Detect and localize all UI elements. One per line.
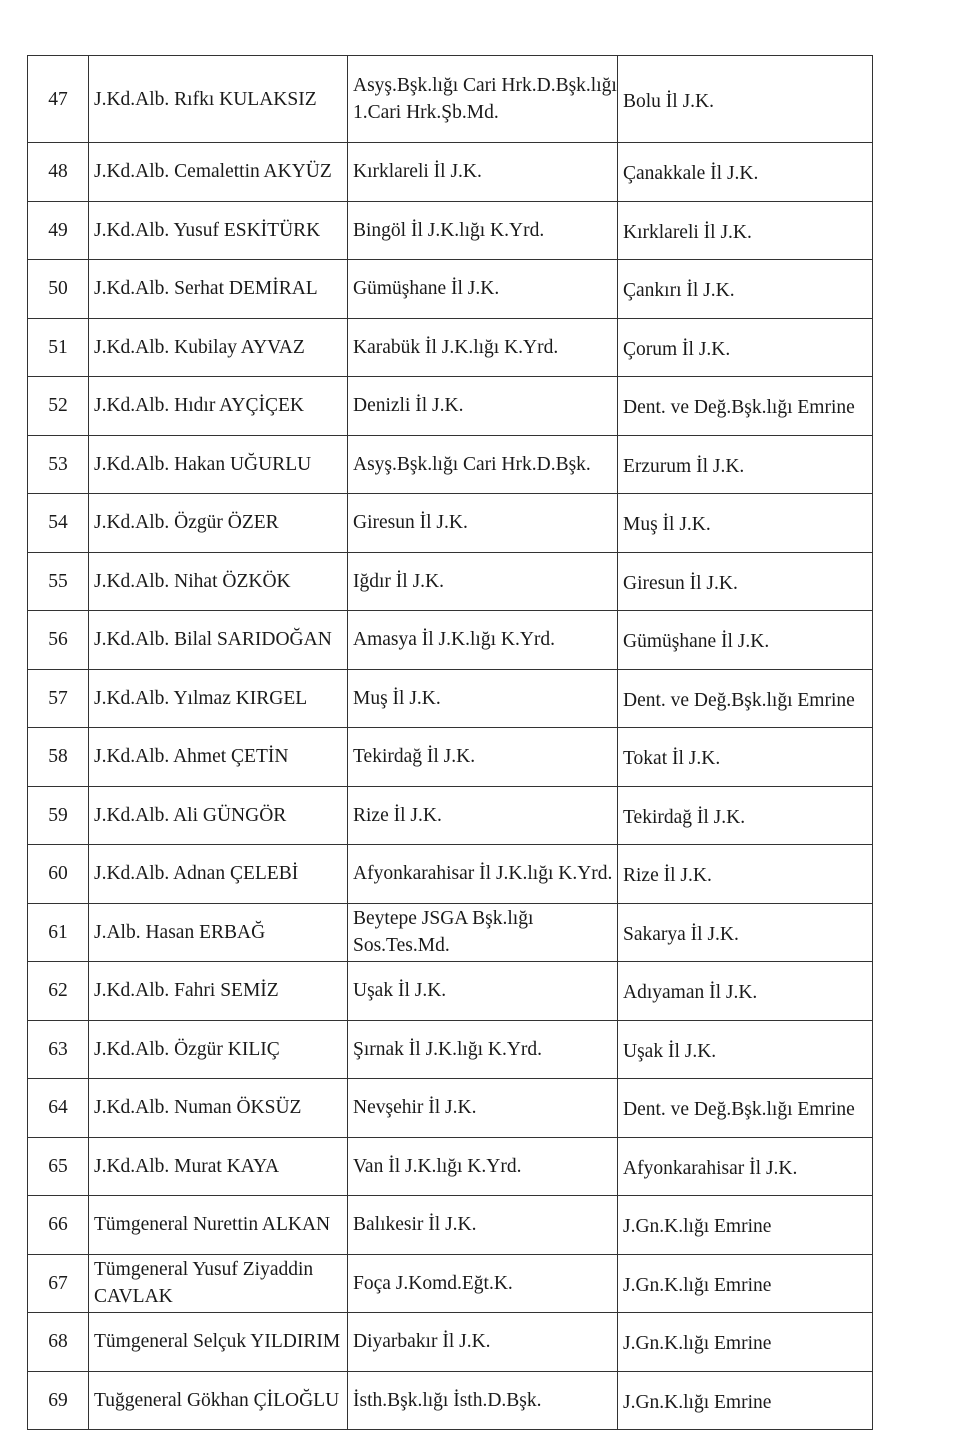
row-number: 58 [28,728,89,787]
current-post: Rize İl J.K. [348,786,618,845]
table-row [28,1254,873,1313]
row-number: 49 [28,201,89,260]
table-row [28,318,873,377]
current-post: Giresun İl J.K. [348,494,618,553]
new-post: Gümüşhane İl J.K. [618,611,873,670]
assignment-table [27,55,873,1430]
new-post: Tekirdağ İl J.K. [618,786,873,845]
new-post: Çankırı İl J.K. [618,260,873,319]
officer-name: J.Kd.Alb. Hıdır AYÇİÇEK [89,377,348,436]
table-row [28,1196,873,1255]
table-row [28,1371,873,1430]
current-post: Denizli İl J.K. [348,377,618,436]
table-row [28,669,873,728]
officer-name: J.Alb. Hasan ERBAĞ [89,903,348,962]
row-number: 59 [28,786,89,845]
row-number: 50 [28,260,89,319]
officer-name: J.Kd.Alb. Numan ÖKSÜZ [89,1079,348,1138]
row-number: 51 [28,318,89,377]
current-post: Şırnak İl J.K.lığı K.Yrd. [348,1020,618,1079]
table-row [28,552,873,611]
table-row [28,56,873,143]
table-row [28,845,873,904]
table-row [28,962,873,1021]
new-post: Tokat İl J.K. [618,728,873,787]
new-post: Erzurum İl J.K. [618,435,873,494]
table-row [28,903,873,962]
current-post: Karabük İl J.K.lığı K.Yrd. [348,318,618,377]
current-post: Asyş.Bşk.lığı Cari Hrk.D.Bşk.lığı 1.Cari Hrk.Şb.Md. [348,56,618,143]
row-number: 64 [28,1079,89,1138]
row-number: 57 [28,669,89,728]
current-post: Afyonkarahisar İl J.K.lığı K.Yrd. [348,845,618,904]
row-number: 48 [28,143,89,202]
row-number: 63 [28,1020,89,1079]
row-number: 52 [28,377,89,436]
current-post: Diyarbakır İl J.K. [348,1313,618,1372]
officer-name: J.Kd.Alb. Kubilay AYVAZ [89,318,348,377]
table-row [28,260,873,319]
current-post: Tekirdağ İl J.K. [348,728,618,787]
current-post: İsth.Bşk.lığı İsth.D.Bşk. [348,1371,618,1430]
new-post: J.Gn.K.lığı Emrine [618,1254,873,1313]
current-post: Uşak İl J.K. [348,962,618,1021]
new-post: Adıyaman İl J.K. [618,962,873,1021]
officer-name: J.Kd.Alb. Yılmaz KIRGEL [89,669,348,728]
new-post: J.Gn.K.lığı Emrine [618,1371,873,1430]
current-post: Muş İl J.K. [348,669,618,728]
new-post: J.Gn.K.lığı Emrine [618,1313,873,1372]
row-number: 54 [28,494,89,553]
new-post: Dent. ve Değ.Bşk.lığı Emrine [618,1079,873,1138]
new-post: Çorum İl J.K. [618,318,873,377]
row-number: 53 [28,435,89,494]
officer-name: Tümgeneral Nurettin ALKAN [89,1196,348,1255]
officer-name: J.Kd.Alb. Ali GÜNGÖR [89,786,348,845]
document-page [27,55,873,1430]
new-post: J.Gn.K.lığı Emrine [618,1196,873,1255]
current-post: Foça J.Komd.Eğt.K. [348,1254,618,1313]
new-post: Çanakkale İl J.K. [618,143,873,202]
assignment-table-body [28,56,873,1430]
new-post: Giresun İl J.K. [618,552,873,611]
current-post: Amasya İl J.K.lığı K.Yrd. [348,611,618,670]
current-post: Bingöl İl J.K.lığı K.Yrd. [348,201,618,260]
new-post: Afyonkarahisar İl J.K. [618,1137,873,1196]
table-row [28,611,873,670]
current-post: Kırklareli İl J.K. [348,143,618,202]
officer-name: Tümgeneral Yusuf Ziyaddin CAVLAK [89,1254,348,1313]
officer-name: J.Kd.Alb. Nihat ÖZKÖK [89,552,348,611]
table-row [28,435,873,494]
row-number: 69 [28,1371,89,1430]
new-post: Muş İl J.K. [618,494,873,553]
row-number: 68 [28,1313,89,1372]
current-post: Balıkesir İl J.K. [348,1196,618,1255]
officer-name: J.Kd.Alb. Adnan ÇELEBİ [89,845,348,904]
officer-name: Tümgeneral Selçuk YILDIRIM [89,1313,348,1372]
row-number: 67 [28,1254,89,1313]
new-post: Sakarya İl J.K. [618,903,873,962]
current-post: Nevşehir İl J.K. [348,1079,618,1138]
officer-name: Tuğgeneral Gökhan ÇİLOĞLU [89,1371,348,1430]
table-row [28,728,873,787]
table-row [28,1079,873,1138]
row-number: 55 [28,552,89,611]
officer-name: J.Kd.Alb. Ahmet ÇETİN [89,728,348,787]
current-post: Iğdır İl J.K. [348,552,618,611]
officer-name: J.Kd.Alb. Hakan UĞURLU [89,435,348,494]
table-row [28,494,873,553]
row-number: 62 [28,962,89,1021]
row-number: 56 [28,611,89,670]
officer-name: J.Kd.Alb. Özgür KILIÇ [89,1020,348,1079]
new-post: Uşak İl J.K. [618,1020,873,1079]
row-number: 66 [28,1196,89,1255]
row-number: 47 [28,56,89,143]
new-post: Dent. ve Değ.Bşk.lığı Emrine [618,377,873,436]
row-number: 61 [28,903,89,962]
officer-name: J.Kd.Alb. Rıfkı KULAKSIZ [89,56,348,143]
current-post: Beytepe JSGA Bşk.lığı Sos.Tes.Md. [348,903,618,962]
new-post: Dent. ve Değ.Bşk.lığı Emrine [618,669,873,728]
current-post: Van İl J.K.lığı K.Yrd. [348,1137,618,1196]
officer-name: J.Kd.Alb. Fahri SEMİZ [89,962,348,1021]
officer-name: J.Kd.Alb. Yusuf ESKİTÜRK [89,201,348,260]
officer-name: J.Kd.Alb. Bilal SARIDOĞAN [89,611,348,670]
table-row [28,143,873,202]
table-row [28,786,873,845]
table-row [28,1020,873,1079]
new-post: Kırklareli İl J.K. [618,201,873,260]
officer-name: J.Kd.Alb. Murat KAYA [89,1137,348,1196]
current-post: Asyş.Bşk.lığı Cari Hrk.D.Bşk. [348,435,618,494]
table-row [28,1313,873,1372]
new-post: Bolu İl J.K. [618,56,873,143]
row-number: 60 [28,845,89,904]
new-post: Rize İl J.K. [618,845,873,904]
current-post: Gümüşhane İl J.K. [348,260,618,319]
officer-name: J.Kd.Alb. Cemalettin AKYÜZ [89,143,348,202]
table-row [28,1137,873,1196]
table-row [28,377,873,436]
officer-name: J.Kd.Alb. Özgür ÖZER [89,494,348,553]
row-number: 65 [28,1137,89,1196]
officer-name: J.Kd.Alb. Serhat DEMİRAL [89,260,348,319]
table-row [28,201,873,260]
